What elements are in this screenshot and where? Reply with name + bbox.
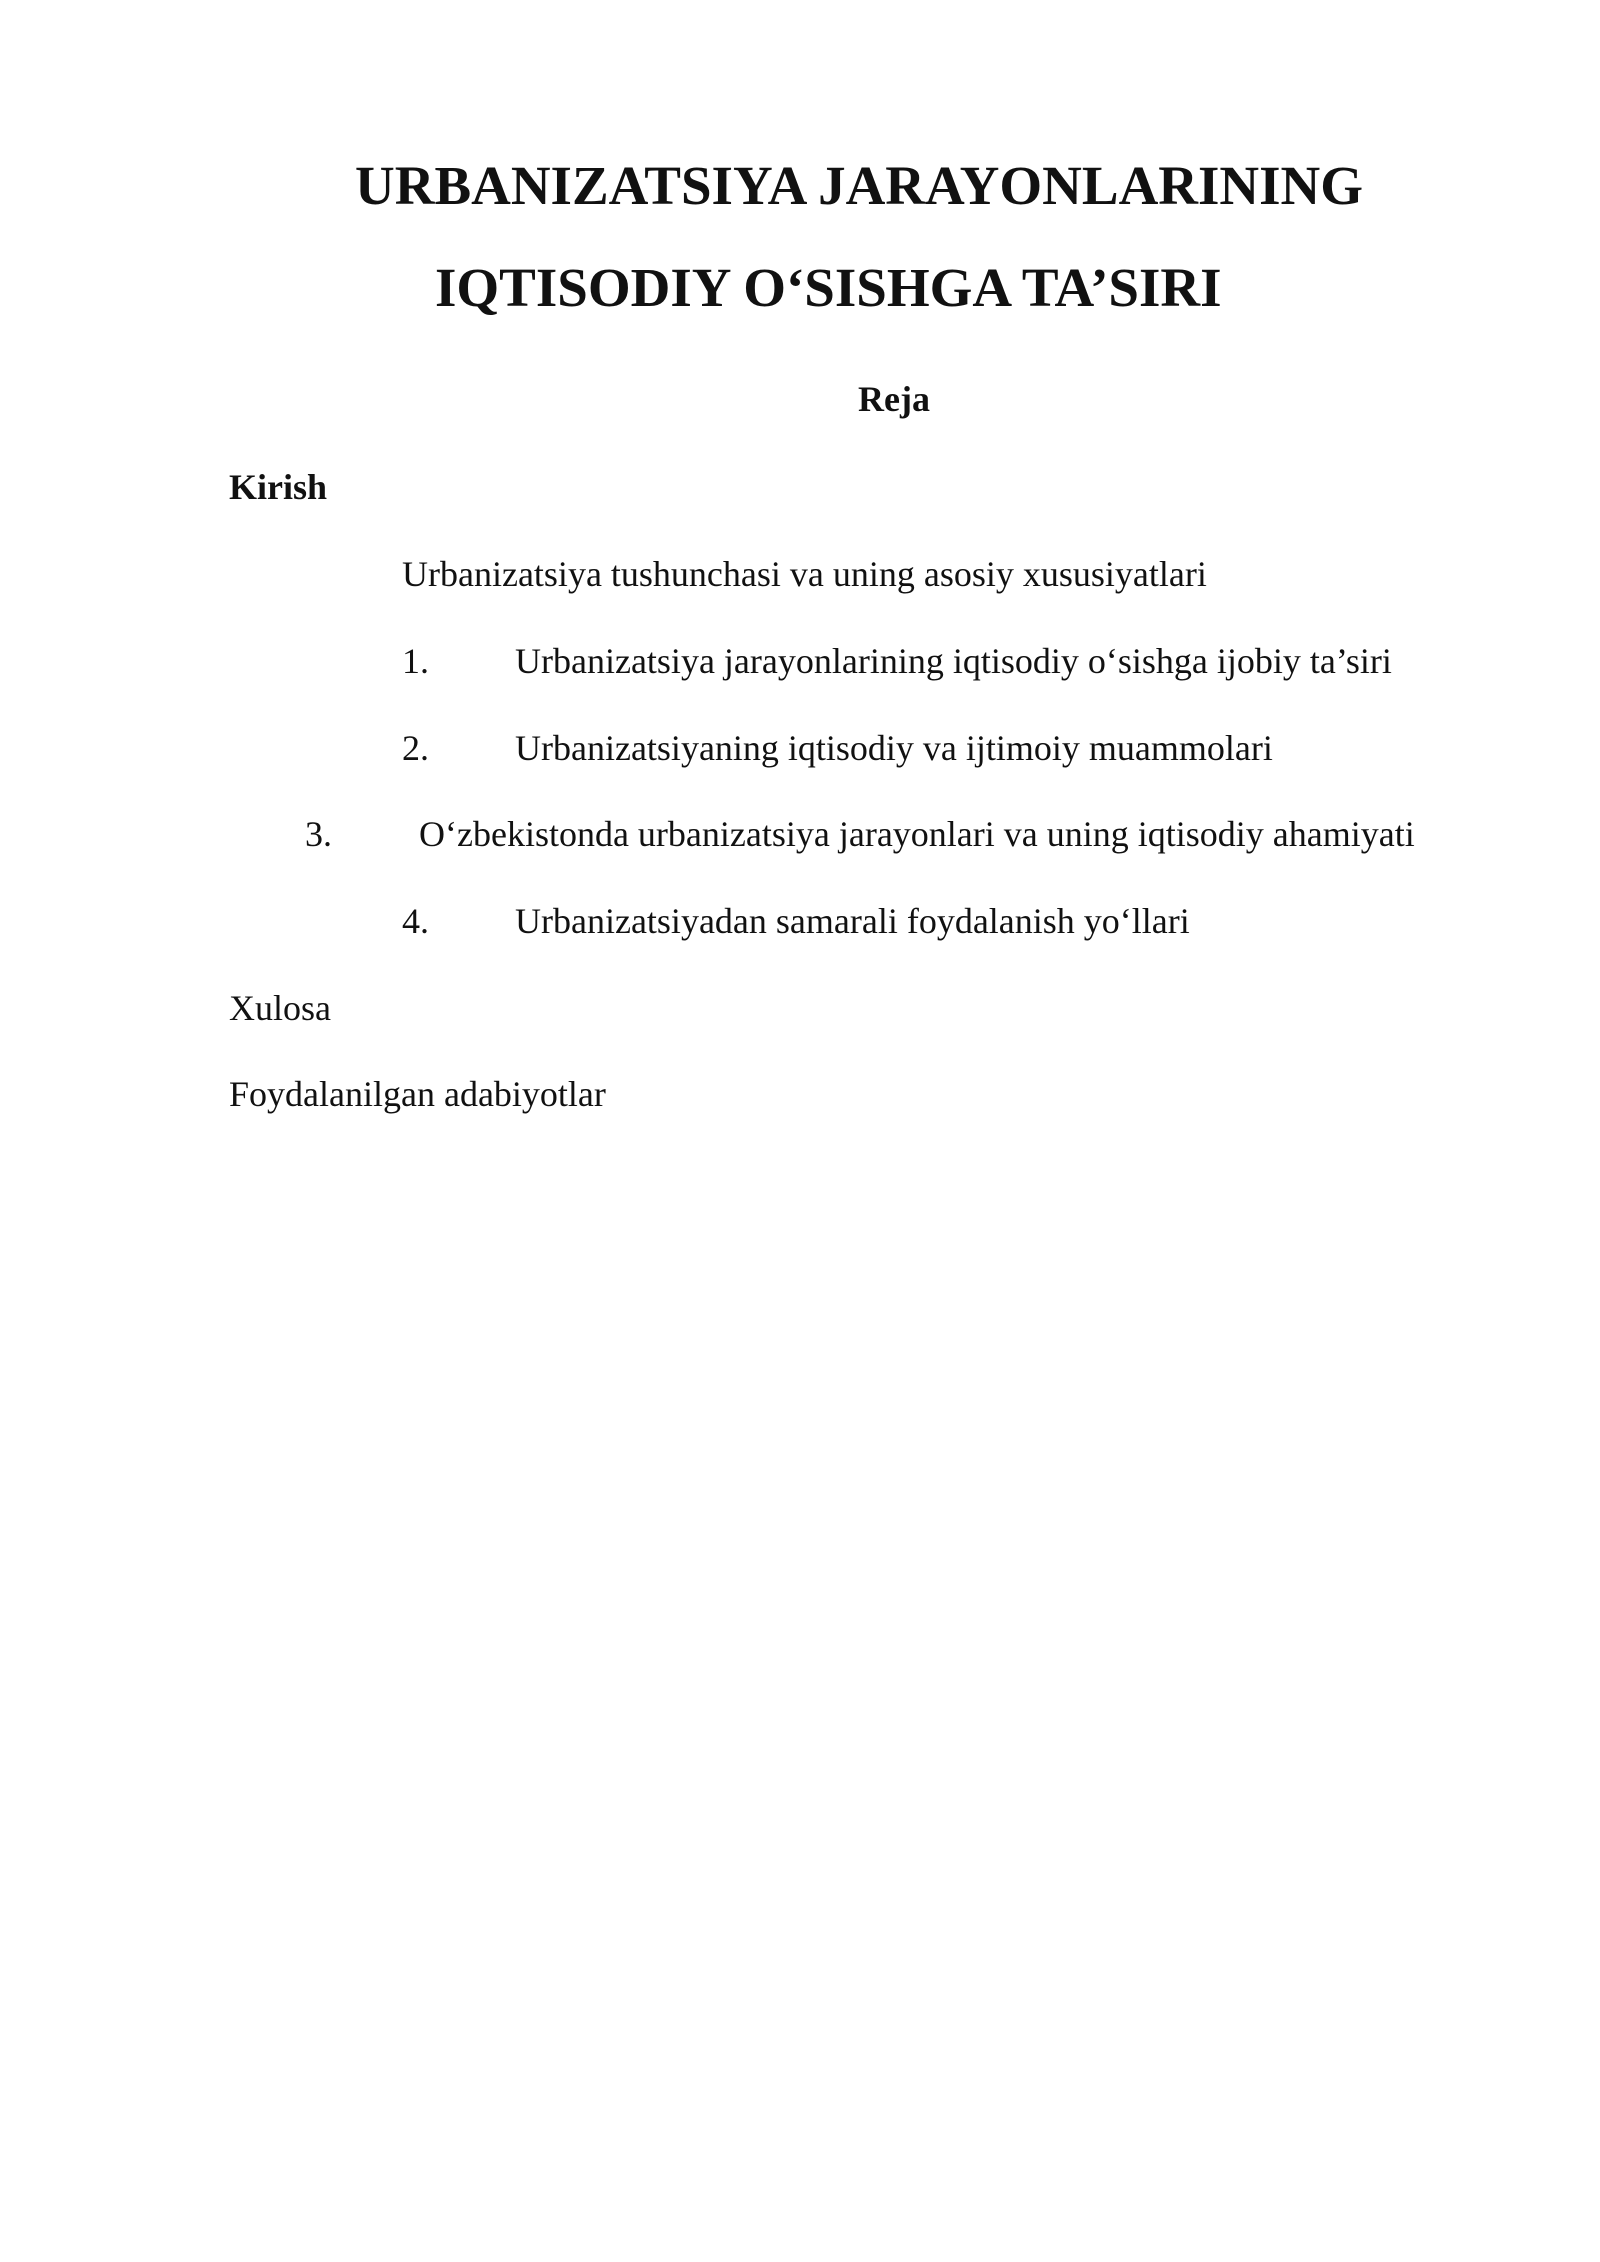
plan-item-4-number: 4. xyxy=(402,901,429,941)
conclusion-heading: Xulosa xyxy=(229,988,331,1028)
plan-heading: Reja xyxy=(858,379,930,419)
plan-item-4-text: Urbanizatsiyadan samarali foydalanish yo‘llari xyxy=(515,901,1190,941)
plan-item-3-number: 3. xyxy=(305,814,332,854)
references-heading: Foydalanilgan adabiyotlar xyxy=(229,1074,606,1114)
plan-item-0-text: Urbanizatsiya tushunchasi va uning asosiy xususiyatlari xyxy=(402,554,1207,594)
document-title-line-1: URBANIZATSIYA JARAYONLARINING xyxy=(355,155,1364,216)
plan-item-1-text: Urbanizatsiya jarayonlarining iqtisodiy o‘sishga ijobiy ta’siri xyxy=(515,641,1392,681)
plan-item-2-text: Urbanizatsiyaning iqtisodiy va ijtimoiy muammolari xyxy=(515,728,1273,768)
plan-item-2-number: 2. xyxy=(402,728,429,768)
plan-item-1-number: 1. xyxy=(402,641,429,681)
intro-heading: Kirish xyxy=(229,467,328,507)
document-title-line-2: IQTISODIY O‘SISHGA TA’SIRI xyxy=(435,257,1222,318)
plan-item-3-text: O‘zbekistonda urbanizatsiya jarayonlari va uning iqtisodiy ahamiyati xyxy=(419,814,1415,854)
